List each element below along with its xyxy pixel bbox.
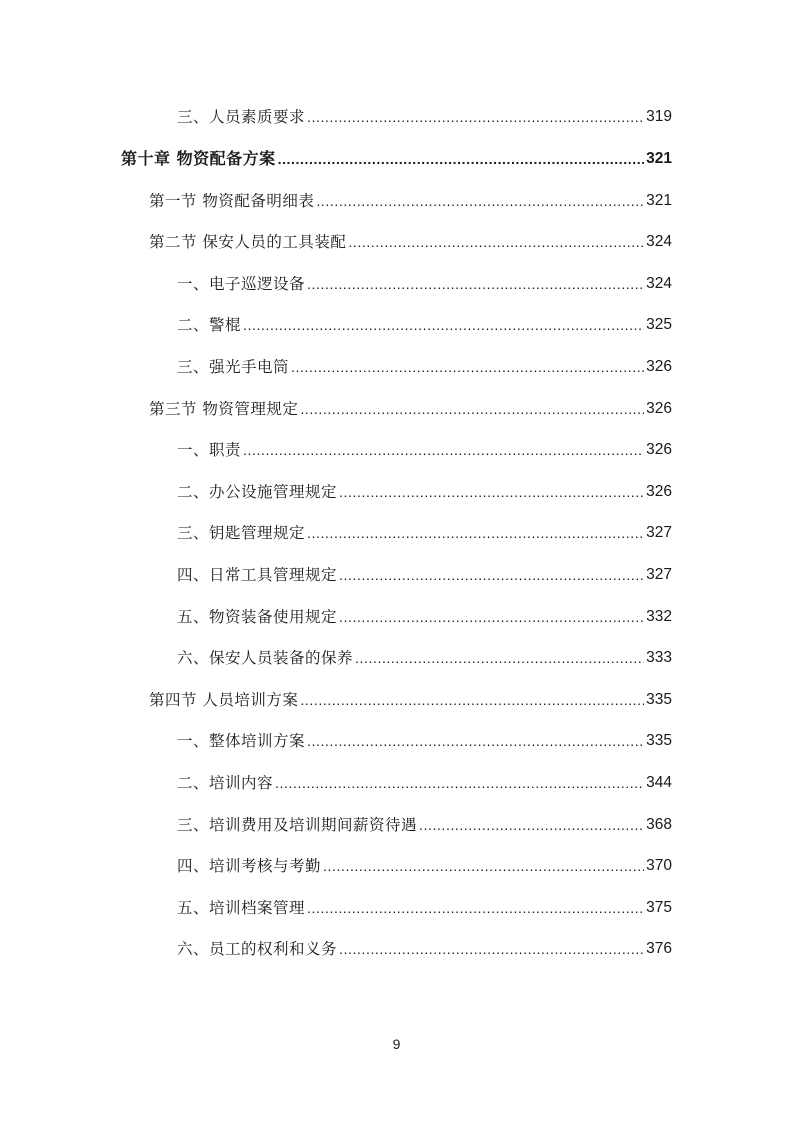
toc-entry-title: 二、警棍 bbox=[177, 316, 242, 334]
toc-entry[interactable] bbox=[177, 729, 672, 753]
toc-leader-dots bbox=[243, 313, 644, 337]
toc-entry-title: 五、物资装备使用规定 bbox=[177, 608, 338, 626]
toc-entry[interactable] bbox=[177, 313, 672, 337]
toc-leader-dots bbox=[307, 272, 644, 296]
toc-leader-dots bbox=[278, 147, 645, 171]
toc-entry-title: 三、钥匙管理规定 bbox=[177, 524, 306, 542]
toc-leader-dots bbox=[300, 688, 644, 712]
toc-entry-title: 第十章 物资配备方案 bbox=[121, 149, 276, 168]
toc-entry-chapter[interactable] bbox=[121, 147, 672, 171]
toc-entry-page: 321 bbox=[646, 192, 672, 209]
toc-leader-dots bbox=[348, 230, 644, 254]
toc-entry-page: 326 bbox=[646, 483, 672, 500]
toc-leader-dots bbox=[291, 355, 644, 379]
toc-entry[interactable] bbox=[177, 813, 672, 837]
page-number: 9 bbox=[392, 1036, 401, 1052]
toc-leader-dots bbox=[307, 521, 644, 545]
toc-entry-title: 三、人员素质要求 bbox=[177, 108, 306, 126]
toc-entry[interactable] bbox=[177, 937, 672, 961]
toc-entry-title: 四、培训考核与考勤 bbox=[177, 857, 322, 875]
toc-entry-page: 376 bbox=[646, 940, 672, 957]
toc-entry[interactable] bbox=[177, 355, 672, 379]
toc-entry-title: 第一节 物资配备明细表 bbox=[149, 192, 315, 210]
toc-entry-page: 327 bbox=[646, 524, 672, 541]
toc-entry-section[interactable] bbox=[149, 688, 672, 712]
toc-entry-title: 二、办公设施管理规定 bbox=[177, 483, 338, 501]
toc-entry[interactable] bbox=[177, 272, 672, 296]
toc-entry[interactable] bbox=[177, 521, 672, 545]
toc-leader-dots bbox=[339, 937, 644, 961]
toc-entry[interactable] bbox=[177, 563, 672, 587]
toc-entry[interactable] bbox=[177, 605, 672, 629]
toc-entry-page: 324 bbox=[646, 233, 672, 250]
toc-entry-page: 326 bbox=[646, 441, 672, 458]
toc-entry-page: 324 bbox=[646, 275, 672, 292]
toc-entry-page: 344 bbox=[646, 774, 672, 791]
toc-entry-title: 四、日常工具管理规定 bbox=[177, 566, 338, 584]
toc-leader-dots bbox=[307, 105, 644, 129]
toc-entry-page: 327 bbox=[646, 566, 672, 583]
toc-entry-title: 六、保安人员装备的保养 bbox=[177, 649, 354, 667]
toc-entry-page: 370 bbox=[646, 857, 672, 874]
toc-leader-dots bbox=[339, 605, 644, 629]
toc-entry-page: 335 bbox=[646, 732, 672, 749]
toc-entry-title: 第二节 保安人员的工具装配 bbox=[149, 233, 347, 251]
toc-entry-title: 三、强光手电筒 bbox=[177, 358, 290, 376]
toc-entry[interactable] bbox=[177, 438, 672, 462]
toc-entry-page: 332 bbox=[646, 608, 672, 625]
toc-entry-title: 第三节 物资管理规定 bbox=[149, 400, 299, 418]
toc-entry-page: 335 bbox=[646, 691, 672, 708]
toc-entry-page: 321 bbox=[646, 150, 672, 167]
toc-leader-dots bbox=[419, 813, 644, 837]
toc-leader-dots bbox=[243, 438, 644, 462]
toc-leader-dots bbox=[307, 896, 644, 920]
toc-leader-dots bbox=[275, 771, 644, 795]
toc-entry-section[interactable] bbox=[149, 397, 672, 421]
toc-entry-page: 375 bbox=[646, 899, 672, 916]
toc-entry[interactable] bbox=[177, 854, 672, 878]
toc-entry-section[interactable] bbox=[149, 189, 672, 213]
toc-leader-dots bbox=[339, 480, 644, 504]
toc-entry-page: 319 bbox=[646, 108, 672, 125]
toc-entry-title: 三、培训费用及培训期间薪资待遇 bbox=[177, 816, 418, 834]
toc-entry-section[interactable] bbox=[149, 230, 672, 254]
toc-leader-dots bbox=[307, 729, 644, 753]
toc-entry[interactable] bbox=[177, 480, 672, 504]
toc-entry-title: 一、职责 bbox=[177, 441, 242, 459]
toc-entry-page: 326 bbox=[646, 358, 672, 375]
toc-entry-title: 六、员工的权利和义务 bbox=[177, 940, 338, 958]
toc-entry-title: 二、培训内容 bbox=[177, 774, 274, 792]
toc-entry-title: 一、电子巡逻设备 bbox=[177, 275, 306, 293]
toc-leader-dots bbox=[339, 563, 644, 587]
toc-leader-dots bbox=[323, 854, 644, 878]
toc-entry[interactable] bbox=[177, 105, 672, 129]
toc-entry-title: 第四节 人员培训方案 bbox=[149, 691, 299, 709]
toc-entry-page: 368 bbox=[646, 816, 672, 833]
toc-leader-dots bbox=[300, 397, 644, 421]
toc-entry[interactable] bbox=[177, 896, 672, 920]
toc-entry-title: 五、培训档案管理 bbox=[177, 899, 306, 917]
toc-entry-title: 一、整体培训方案 bbox=[177, 732, 306, 750]
toc-leader-dots bbox=[355, 646, 644, 670]
toc-entry-page: 333 bbox=[646, 649, 672, 666]
toc-leader-dots bbox=[316, 189, 644, 213]
toc-entry[interactable] bbox=[177, 771, 672, 795]
toc-entry-page: 325 bbox=[646, 316, 672, 333]
toc-entry-page: 326 bbox=[646, 400, 672, 417]
toc-entry[interactable] bbox=[177, 646, 672, 670]
